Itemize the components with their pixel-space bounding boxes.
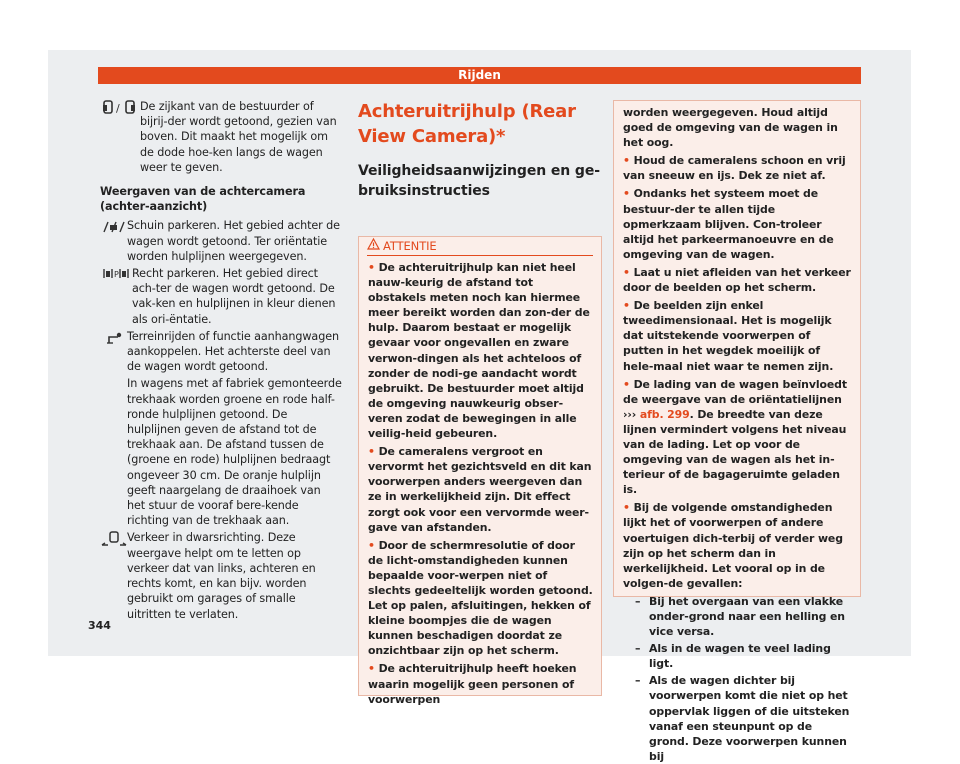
warning-bullet: • Ondanks het systeem moet de bestuur-der te allen tijde opmerkzaam blijven. Con-troleer altijd het parkeermanoeuvre en de omgeving van de wagen. bbox=[623, 187, 834, 261]
cross-traffic-icon bbox=[100, 530, 127, 621]
warning-bullet: • Laat u niet afleiden van het verkeer door de beelden op het scherm. bbox=[623, 265, 851, 295]
dash-icon: – bbox=[635, 642, 641, 656]
left-column bbox=[100, 99, 342, 624]
middle-column bbox=[358, 99, 602, 706]
trailer-hitch-text: Terreinrijden of functie aanhangwagen aankoppelen. Het achterste deel van de wagen wordt getoond. bbox=[127, 329, 339, 374]
warning-bullet: • De lading van de wagen beïnvloedt de weergave van de oriëntatielijnen ››› afb. 299. De breedte van deze lijnen vermindert volgens het niveau van de lading. Let op voor de omgeving van de wagen als het in-terieur of de bagageruimte geladen is. bbox=[623, 377, 847, 497]
warning-text-continued bbox=[614, 101, 860, 764]
rear-camera-views-heading: Weergaven van de achtercamera (achter-aanzicht) bbox=[100, 185, 306, 214]
bullet-dot-icon: • bbox=[623, 299, 630, 313]
cross-traffic-entry bbox=[100, 530, 342, 621]
warning-bullet: • De achteruitrijhulp heeft hoeken waarin mogelijk geen personen of voorwerpen bbox=[368, 662, 577, 706]
bullet-dot-icon: • bbox=[623, 265, 630, 279]
warning-box bbox=[358, 236, 602, 706]
warning-bullet: • De beelden zijn enkel tweedimensionaal. Het is mogelijk dat uitstekende voorwerpen of putten in het wegdek moeilijk of hele-maal niet waar te nemen zijn. bbox=[623, 299, 834, 373]
mirror-view-text: De zijkant van de bestuurder of bijrij-der wordt getoond, gezien van boven. Dit maakt het mogelijk om de dode hoe-ken langs de wagen weer te geven. bbox=[140, 100, 337, 174]
section-title: Achteruitrijhulp (Rear View Camera)* bbox=[358, 101, 576, 147]
dash-item: – Als de wagen dichter bij voorwerpen komt die niet op het oppervlak liggen of die uitsteken vanaf een steunpunt op de grond. Deze voorwerpen kunnen bij bbox=[635, 674, 850, 763]
bullet-dot-icon: • bbox=[368, 662, 375, 676]
mirror-view-icon bbox=[100, 99, 142, 175]
warning-intro: worden weergegeven. Houd altijd goed de omgeving van de wagen in het oog. bbox=[623, 106, 838, 150]
angled-parking-text: Schuin parkeren. Het gebied achter de wagen wordt getoond. Ter oriëntatie worden hulplijnen weergegeven. bbox=[127, 219, 340, 263]
warning-bullet: • Door de schermresolutie of door de licht-omstandigheden kunnen bepaalde voor-werpen niet of slechts gedeeltelijk worden getoond. Let op palen, afsluitingen, hekken of kleine boompjes die de wagen kunnen beschadigen doordat ze onzichtbaar zijn op het scherm. bbox=[368, 538, 593, 658]
bullet-dot-icon: • bbox=[368, 538, 375, 552]
trailer-hitch-icon bbox=[100, 329, 127, 375]
bullet-dot-icon: • bbox=[623, 154, 630, 168]
warning-triangle-icon bbox=[367, 237, 383, 256]
mirror-view-entry bbox=[100, 99, 342, 175]
warning-bullet: • De achteruitrijhulp kan niet heel nauw-keurig de afstand tot obstakels meten noch kan hiermee meer bereikt worden dan zon-der de hulp. Daarom bestaat er mogelijk gevaar voor ongevallen en zware verwon-dingen als het achteloos of zonder de nodi-ge aandacht wordt gebruikt. De bestuurder moet altijd de omgeving nauwkeurig obser-veren zodat de bewegingen in alle veilig-heid gebeuren. bbox=[368, 261, 590, 441]
warning-bullet: • Bij de volgende omstandigheden lijkt het of voorwerpen of andere voertuigen dich-terbij of verder weg zijn op het scherm dan in werkelijkheid. Let vooral op in de volgen-de gevallen: bbox=[623, 501, 843, 590]
warning-label: ATTENTIE bbox=[383, 239, 437, 253]
warning-bullet: • Houd de cameralens schoon en vrij van sneeuw en ijs. Dek ze niet af. bbox=[623, 154, 846, 183]
warning-box-continued bbox=[613, 100, 861, 763]
warning-header bbox=[367, 237, 593, 256]
bullet-dot-icon: • bbox=[623, 377, 630, 391]
trailer-hitch-entry bbox=[100, 329, 342, 375]
cross-reference-arrow: ››› bbox=[623, 407, 637, 421]
dash-icon: – bbox=[635, 674, 641, 688]
svg-text:P: P bbox=[114, 270, 119, 280]
straight-parking-text: Recht parkeren. Het gebied direct ach-ter de wagen wordt getoond. De vak-ken en hulplijnen in kleur dienen als ori-ëntatie. bbox=[132, 267, 336, 326]
cross-traffic-text: Verkeer in dwarsrichting. Deze weergave helpt om te letten op verkeer dat van links, achteren en rechts komt, en kan bijv. worden gebruikt om garages of smalle uitritten te verlaten. bbox=[127, 531, 316, 621]
page-number: 344 bbox=[88, 619, 111, 632]
warning-text bbox=[359, 256, 601, 707]
straight-parking-entry bbox=[100, 266, 342, 327]
bullet-dot-icon: • bbox=[623, 187, 630, 201]
dash-item: – Bij het overgaan van een vlakke onder-grond naar een helling en vice versa. bbox=[635, 594, 845, 639]
bullet-dot-icon: • bbox=[368, 261, 375, 274]
angled-parking-icon bbox=[100, 218, 127, 264]
bullet-dot-icon: • bbox=[623, 501, 630, 515]
angled-parking-entry bbox=[100, 218, 342, 264]
figure-link[interactable]: afb. 299 bbox=[639, 407, 690, 421]
section-subtitle: Veiligheidsaanwijzingen en ge-bruiksinstructies bbox=[358, 163, 600, 199]
bullet-dot-icon: • bbox=[368, 445, 375, 459]
section-header: Rijden bbox=[98, 67, 861, 84]
dash-item: – Als in de wagen te veel lading ligt. bbox=[635, 642, 831, 671]
trailer-guidelines-text: In wagens met af fabriek gemonteerde trekhaak worden groene en rode half-ronde hulplijnen getoond. De hulplijnen geven de afstand tot de trekhaak aan. De afstand tussen de (groene en rode) hulplijnen bedraagt ongeveer 30 cm. De oranje hulplijn geeft naargelang de draaihoek van het stuur de vooraf bere-kende richting van de trekhaak aan. bbox=[127, 377, 342, 528]
straight-parking-icon bbox=[100, 266, 132, 327]
warning-bullet: • De cameralens vergroot en vervormt het gezichtsveld en dit kan voorwerpen anders weergeven dan ze in werkelijkheid zijn. Dit effect zorgt ook voor een vervormde weer-gave van afstanden. bbox=[368, 445, 592, 534]
dash-icon: – bbox=[635, 594, 641, 608]
svg-text:/: / bbox=[116, 102, 120, 115]
